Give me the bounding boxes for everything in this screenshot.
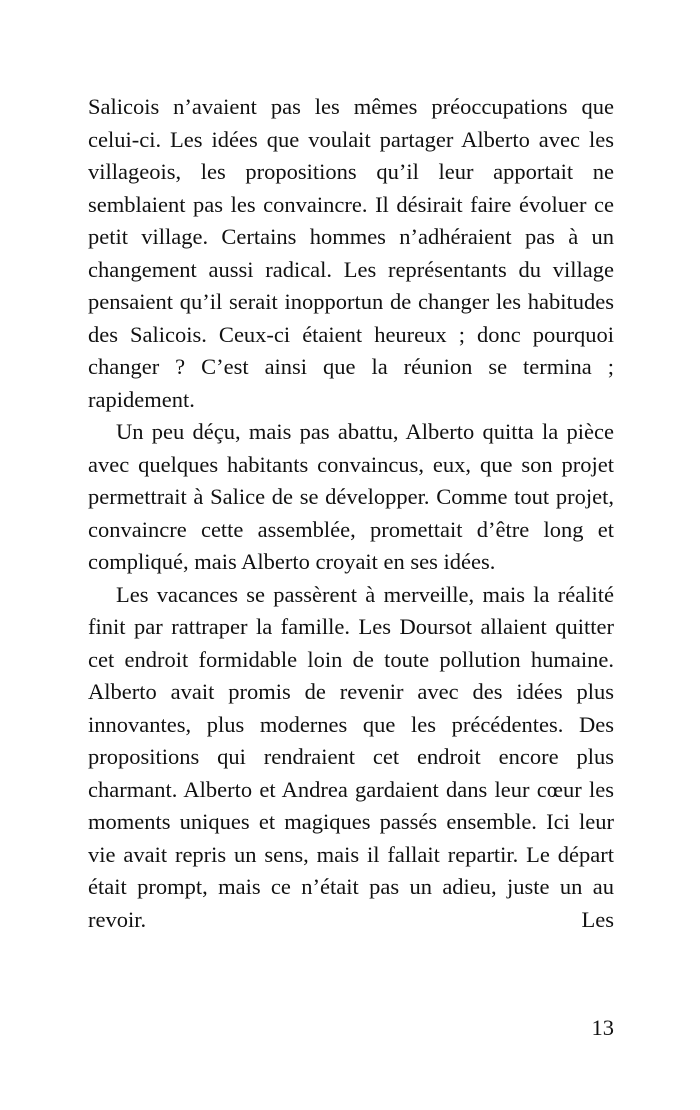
- page-number: 13: [591, 1015, 614, 1040]
- page-body: [88, 91, 614, 936]
- paragraph-1: Salicois n’avaient pas les mêmes préoccupations que celui-ci. Les idées que voulait partager Alberto avec les villageois, les propositions qu’il leur apportait ne semblaient pas les convaincre. Il désirait faire évoluer ce petit village. Certains hommes n’adhéraient pas à un changement aussi radical. Les représentants du village pensaient qu’il serait inopportun de changer les habitudes des Salicois. Ceux-ci étaient heureux ; donc pourquoi changer ? C’est ainsi que la réunion se termina ; rapidement.: [88, 94, 614, 412]
- paragraph-3: Les vacances se passèrent à merveille, mais la réalité finit par rattraper la famille. Les Doursot allaient quitter cet endroit formidable loin de toute pollution humaine. Alberto avait promis de revenir avec des idées plus innovantes, plus modernes que les précédentes. Des propositions qui rendraient cet endroit encore plus charmant. Alberto et Andrea gardaient dans leur cœur les moments uniques et magiques passés ensemble. Ici leur vie avait repris un sens, mais il fallait repartir. Le départ était prompt, mais ce n’était pas un adieu, juste un au revoir. Les: [88, 581, 614, 932]
- paragraph-2: Un peu déçu, mais pas abattu, Alberto quitta la pièce avec quelques habitants convaincus, eux, que son projet permettrait à Salice de se développer. Comme tout projet, convaincre cette assemblée, promettait d’être long et compliqué, mais Alberto croyait en ses idées.: [88, 419, 614, 574]
